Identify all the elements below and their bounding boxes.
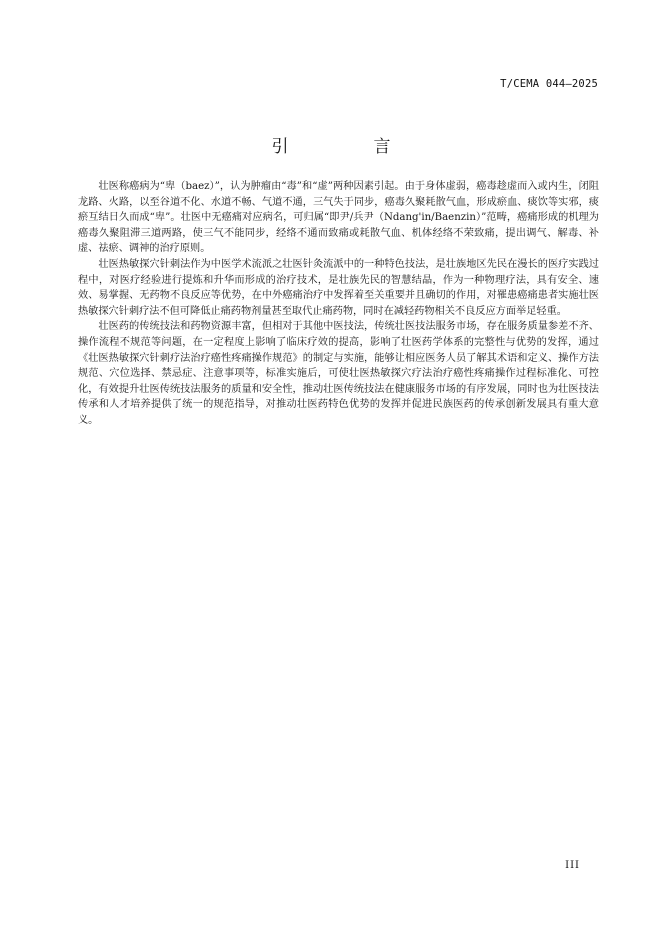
paragraph-1: 壮医称癌病为“卑（baez）”，认为肿瘤由“毒”和“虚”两种因素引起。由于身体虚弱，癌毒趁虚而入或内生，闭阻龙路、火路，以至谷道不化、水道不畅、气道不通，三气失于同步，癌毒久聚耗散气血，形成瘀血、痰饮等实邪，痰瘀互结日久而成“卑”。壮医中无癌痛对应病名，可归属“即尹/兵尹（Ndang'in/Baenzin）”范畴，癌痛形成的机理为癌毒久聚阻滞三道两路，使三气不能同步，经络不通而致痛或耗散气血、机体经络不荣致痛，提出调气、解毒、补虚、祛瘀、调神的治疗原则。 [78, 181, 599, 255]
paragraph-3: 壮医药的传统技法和药物资源丰富，但相对于其他中医技法，传统壮医技法服务市场，存在服务质量参差不齐、操作流程不规范等问题，在一定程度上影响了临床疗效的提高，影响了壮医药学体系的完整性与优势的发挥，通过《壮医热敏探穴针刺疗法治疗癌性疼痛操作规范》的制定与实施，能够让相应医务人员了解其术语和定义、操作方法规范、穴位选择、禁忌症、注意事项等，标准实施后，可使壮医热敏探穴疗法治疗癌性疼痛操作过程标准化、可控化，有效提升壮医传统技法服务的质量和安全性，推动壮医传统技法在健康服务市场的有序发展，同时也为壮医技法传承和人才培养提供了统一的规范指导，对推动壮医药特色优势的发挥并促进民族医药的传承创新发展具有重大意义。 [78, 321, 599, 426]
body-text [78, 179, 599, 429]
standard-code: T/CEMA 044—2025 [500, 78, 598, 90]
page-title: 引 言 [271, 137, 425, 157]
paragraph-2: 壮医热敏探穴针刺法作为中医学术流派之壮医针灸流派中的一种特色技法，是壮族地区先民在漫长的医疗实践过程中，对医疗经验进行提炼和升华而形成的治疗技术，是壮族先民的智慧结晶，作为一种物理疗法，具有安全、速效、易掌握、无药物不良反应等优势，在中外癌痛治疗中发挥着至关重要并且确切的作用，对罹患癌痛患者实施壮医热敏探穴针刺疗法不但可降低止痛药物剂量甚至取代止痛药物，同时在减轻药物相关不良反应方面举足轻重。 [78, 258, 599, 317]
page-number: III [565, 860, 580, 871]
